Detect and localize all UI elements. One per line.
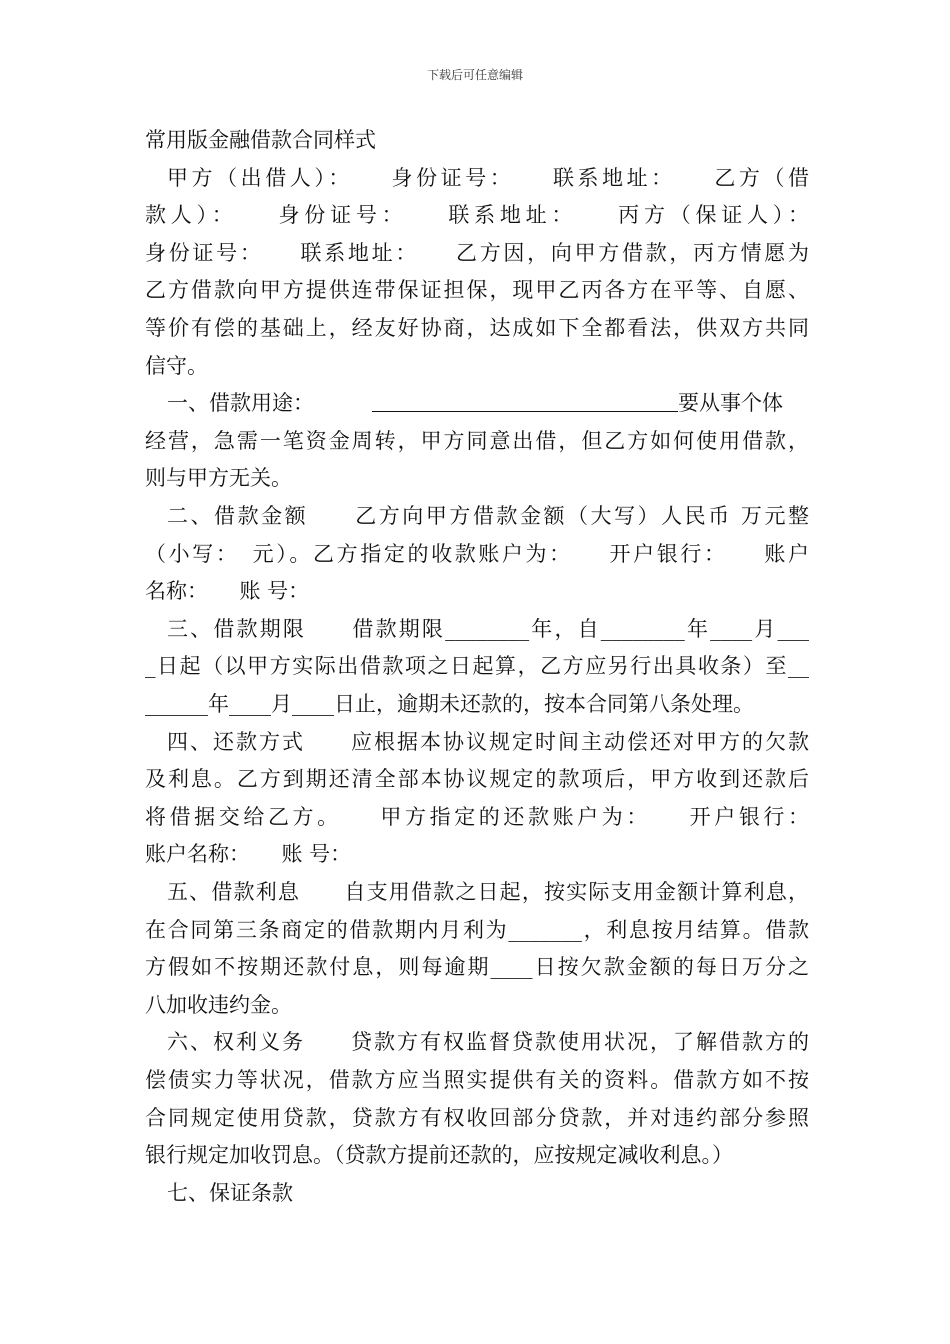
line-text: 六、权利义务 贷款方有权监督贷款使用状况，了解借款方的	[167, 1030, 809, 1055]
line-text: 四、还款方式 应根据本协议规定时间主动偿还对甲方的欠款	[167, 729, 809, 754]
line-text: 三、借款期限 借款期限________年，自________年____月___	[167, 616, 809, 641]
contract-text-line	[145, 1062, 809, 1099]
line-text: 五、借款利息 自支用借款之日起，按实际支用金额计算利息，	[167, 880, 809, 904]
contract-text-line	[145, 648, 809, 685]
contract-text-line	[167, 874, 809, 911]
line-text: 常用版金融借款合同样式	[145, 128, 376, 152]
line-text: 合同规定使用贷款，贷款方有权收回部分贷款，并对违约部分参照	[145, 1105, 809, 1130]
page-header-note: 下载后可任意编辑	[426, 68, 523, 82]
contract-text-line	[167, 498, 809, 535]
line-text: 及利息。乙方到期还清全部本协议规定的款项后，甲方收到还款后	[145, 767, 809, 792]
line-text: 偿债实力等状况，借款方应当照实提供有关的资料。借款方如不按	[145, 1068, 809, 1092]
line-text: 账户名称： 账 号：	[145, 842, 352, 867]
fill-in-blank	[372, 389, 678, 412]
contract-text-line	[145, 949, 809, 986]
line-text: _日起（以甲方实际出借款项之日起算，乙方应另行出具收条）至__	[145, 654, 809, 679]
contract-text-line	[167, 160, 809, 197]
line-text: 银行规定加收罚息。（贷款方提前还款的，应按规定减收利息。）	[145, 1143, 733, 1168]
contract-text-line	[145, 987, 292, 1024]
contract-text-line	[145, 836, 351, 873]
contract-text-line	[145, 348, 208, 385]
contract-text-line	[145, 799, 809, 836]
contract-text-line	[145, 686, 754, 723]
line-text: 则与甲方无关。	[145, 466, 292, 491]
contract-text-line	[145, 460, 292, 497]
contract-text-line	[145, 423, 809, 460]
contract-text-line	[145, 235, 809, 272]
line-text: 一、借款用途：	[167, 391, 314, 416]
line-text: 等价有偿的基础上，经友好协商，达成如下全都看法，供双方共同	[145, 316, 809, 340]
document-title	[145, 122, 376, 159]
contract-text-line	[145, 1137, 733, 1174]
contract-text-line	[145, 1100, 809, 1137]
line-text: 信守。	[145, 353, 208, 378]
line-text: 方假如不按期还款付息，则每逾期____日按欠款金额的每日万分之	[145, 955, 809, 980]
line-text: 将借据交给乙方。 甲方指定的还款账户为： 开户银行：	[145, 804, 809, 829]
contract-text-line	[145, 310, 809, 347]
line-text: 二、借款金额 乙方向甲方借款金额（大写）人民币 万元整	[167, 504, 809, 528]
contract-text-line	[167, 1024, 809, 1061]
line-text: 在合同第三条商定的借款期内月利为_______，利息按月结算。借款	[145, 917, 809, 942]
contract-text-line	[145, 573, 309, 610]
line-text: （小写： 元）。乙方指定的收款账户为： 开户银行： 账户	[145, 541, 809, 566]
contract-text-line	[167, 385, 783, 422]
contract-text-line	[167, 724, 809, 761]
line-text: ______年____月____日止，逾期未还款的，按本合同第八条处理。	[145, 692, 754, 716]
contract-text-line	[145, 272, 809, 309]
line-text: 经营，急需一笔资金周转，甲方同意出借，但乙方如何使用借款，	[145, 428, 809, 453]
line-text: 名称： 账 号：	[145, 579, 310, 604]
contract-text-line	[145, 912, 809, 949]
contract-text-line	[145, 197, 809, 234]
contract-text-line	[145, 536, 809, 573]
line-text: 身份证号： 联系地址： 乙方因，向甲方借款，丙方情愿为	[145, 240, 809, 265]
line-text-tail: 要从事个体	[678, 391, 783, 416]
contract-text-line	[167, 611, 809, 648]
contract-text-line	[167, 1175, 293, 1212]
line-text: 八加收违约金。	[145, 992, 292, 1017]
line-text: 乙方借款向甲方提供连带保证担保，现甲乙丙各方在平等、自愿、	[145, 278, 809, 303]
line-text: 七、保证条款	[167, 1180, 293, 1205]
line-text: 甲方（出借人）： 身份证号： 联系地址： 乙方（借	[167, 165, 809, 190]
line-text: 款人）： 身份证号： 联系地址： 丙方（保证人）：	[145, 203, 809, 228]
contract-text-line	[145, 761, 809, 798]
